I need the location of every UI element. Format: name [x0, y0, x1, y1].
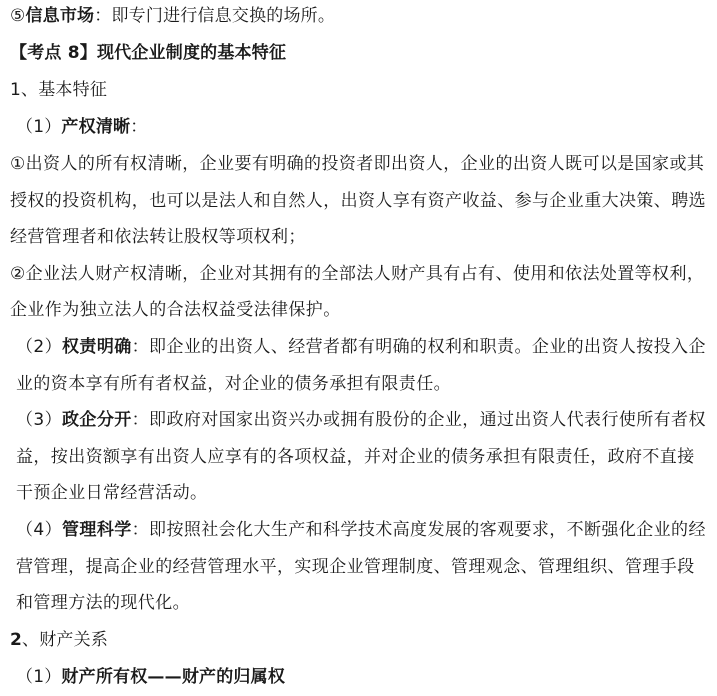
paragraph-clear-responsibility: [10, 329, 709, 402]
paragraph-text: ②企业法人财产权清晰，企业对其拥有的全部法人财产具有占有、使用和依法处置等权利，企业作为独立法人的合法权益受法律保护。: [10, 263, 705, 321]
paragraph-text: ：即政府对国家出资兴办或拥有股份的企业，通过出资人代表行使所有者权益，按出资额享有出资人应享有的各项权益，并对企业的债务承担有限责任，政府不直接干预企业日常经营活动。: [16, 410, 706, 504]
point-heading-ownership: [10, 659, 709, 696]
item-marker: ⑤: [10, 6, 26, 26]
point-title: 财产所有权——财产的归属权: [61, 666, 286, 687]
section-heading: [10, 35, 709, 72]
point-number: （1）: [16, 117, 62, 137]
paragraph-text: ：即企业的出资人、经营者都有明确的权利和职责。企业的出资人按投入企业的资本享有所有者权益，对企业的债务承担有限责任。: [16, 336, 706, 394]
paragraph-text: ：即按照社会化大生产和科学技术高度发展的客观要求，不断强化企业的经营管理，提高企业的经营管理水平，实现企业管理制度、管理观念、管理组织、管理手段和管理方法的现代化。: [16, 519, 706, 614]
paragraph-separation: [10, 402, 709, 512]
term-definition: ：即专门进行信息交换的场所。: [94, 6, 336, 26]
paragraph-owner-rights: [10, 146, 709, 256]
point-number: （4）: [16, 519, 63, 540]
term-label: 信息市场: [25, 6, 95, 26]
point-title: 管理科学: [62, 519, 132, 540]
point-heading: [10, 109, 709, 146]
subsection-number: 2: [10, 629, 23, 650]
point-number: （3）: [16, 410, 63, 431]
section-title: 【考点 8】现代企业制度的基本特征: [10, 43, 287, 63]
paragraph-text: ①出资人的所有权清晰，企业要有明确的投资者即出资人，企业的出资人既可以是国家或其授权的投资机构，也可以是法人和自然人，出资人享有资产收益、参与企业重大决策、聘选经营管理者和依法转让股权等项权利；: [10, 154, 706, 248]
point-number: （1）: [16, 666, 62, 687]
item-information-market: [10, 0, 709, 35]
subsection-title: 1、基本特征: [10, 80, 108, 100]
point-title: 政企分开: [62, 410, 132, 431]
subsection-heading: [10, 72, 709, 109]
point-number: （2）: [16, 336, 63, 357]
point-title: 权责明确: [62, 336, 132, 357]
paragraph-scientific-management: [10, 512, 709, 622]
subsection-title: 、财产关系: [22, 629, 109, 650]
point-colon: ：: [130, 117, 148, 137]
subsection-heading-property: [10, 622, 709, 659]
point-title: 产权清晰: [61, 117, 131, 137]
paragraph-corporate-property: [10, 256, 709, 329]
